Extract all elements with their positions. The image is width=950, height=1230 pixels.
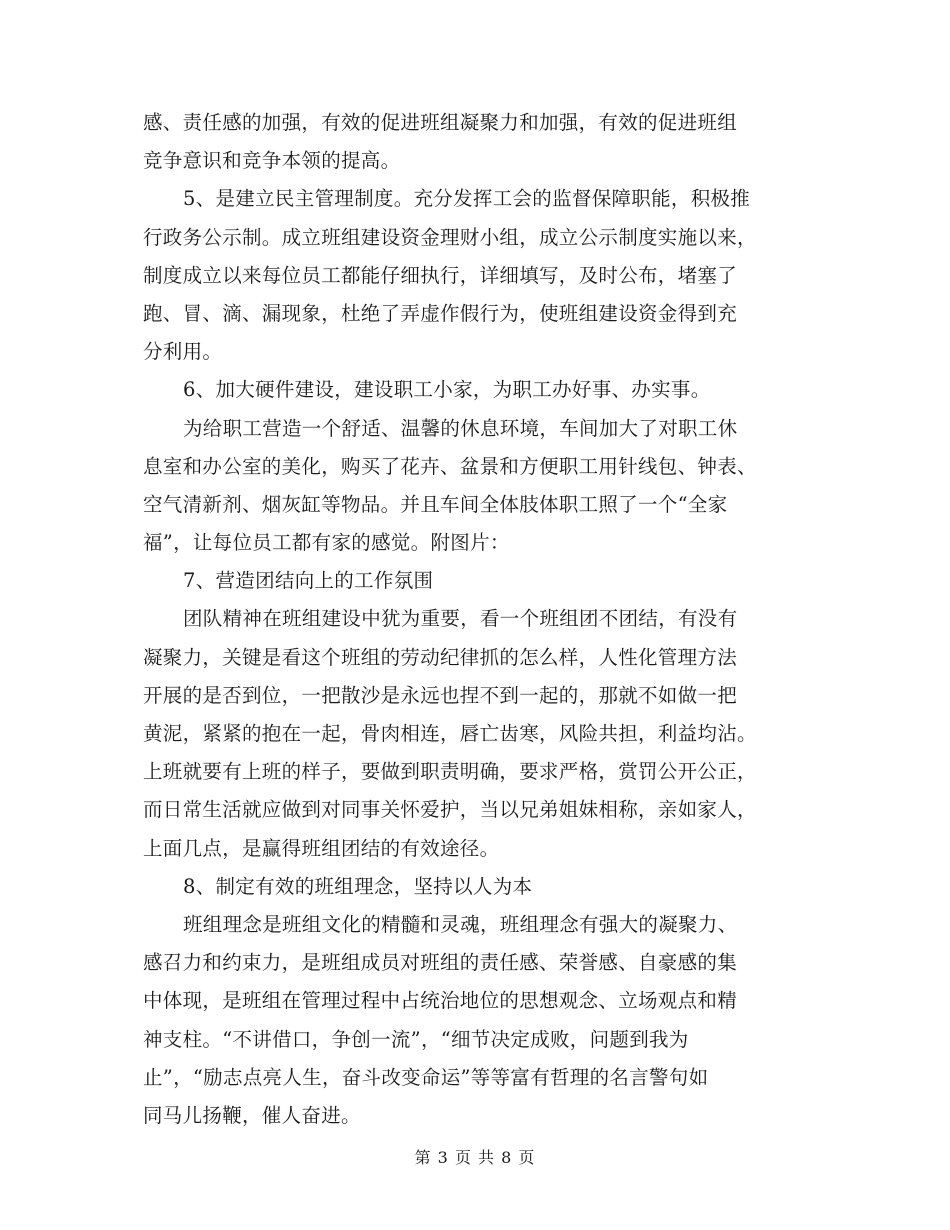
text-line: 行政务公示制。成立班组建设资金理财小组，成立公示制度实施以来，	[143, 225, 757, 249]
text-line: 感、责任感的加强，有效的促进班组凝聚力和加强，有效的促进班组	[143, 111, 738, 134]
text-line: 黄泥，紧紧的抱在一起，骨肉相连，唇亡齿寒，风险共担，利益均沾。	[143, 722, 757, 745]
text-line: 上面几点，是赢得班组团结的有效途径。	[143, 836, 500, 860]
text-line: 凝聚力，关键是看这个班组的劳动纪律抓的怎么样，人性化管理方法	[143, 645, 738, 669]
text-line: 为给职工营造一个舒适、温馨的休息环境，车间加大了对职工休	[183, 416, 738, 440]
text-line: 5、是建立民主管理制度。充分发挥工会的监督保障职能，积极推	[183, 187, 751, 211]
text-line: 止”，“励志点亮人生，奋斗改变命运”等等富有哲理的名言警句如	[143, 1065, 709, 1089]
text-line: 竞争意识和竞争本领的提高。	[143, 149, 401, 173]
text-line: 开展的是否到位，一把散沙是永远也捏不到一起的，那就不如做一把	[143, 683, 738, 707]
body-text	[143, 104, 808, 1135]
text-line: 福”，让每位员工都有家的感觉。附图片：	[143, 531, 510, 555]
page-footer: 第 3 页 共 8 页	[414, 1148, 536, 1167]
text-line: 6、加大硬件建设，建设职工小家，为职工办好事、办实事。	[183, 378, 711, 402]
text-line: 上班就要有上班的样子，要做到职责明确，要求严格，赏罚公开公正，	[143, 760, 757, 784]
text-line: 同马儿扬鞭，催人奋进。	[143, 1103, 361, 1127]
text-line: 制度成立以来每位员工都能仔细执行，详细填写，及时公布，堵塞了	[143, 263, 738, 287]
text-line: 中体现，是班组在管理过程中占统治地位的思想观念、立场观点和精	[143, 989, 738, 1013]
text-line: 班组理念是班组文化的精髓和灵魂，班组理念有强大的凝聚力、	[183, 912, 738, 936]
text-line: 而日常生活就应做到对同事关怀爱护，当以兄弟姐妹相称，亲如家人，	[143, 798, 757, 822]
text-line: 8、制定有效的班组理念，坚持以人为本	[183, 874, 533, 898]
text-line: 息室和办公室的美化，购买了花卉、盆景和方便职工用针线包、钟表、	[143, 454, 757, 478]
text-line: 感召力和约束力，是班组成员对班组的责任感、荣誉感、自豪感的集	[143, 951, 738, 975]
text-line: 7、营造团结向上的工作氛围	[183, 569, 434, 593]
text-line: 分利用。	[143, 340, 223, 364]
text-line: 神支柱。“不讲借口，争创一流”，“细节决定成败，问题到我为	[143, 1027, 689, 1051]
text-line: 团队精神在班组建设中犹为重要，看一个班组团不团结，有没有	[183, 607, 738, 631]
text-line: 跑、冒、滴、漏现象，杜绝了弄虚作假行为，使班组建设资金得到充	[143, 301, 738, 325]
text-line: 空气清新剂、烟灰缸等物品。并且车间全体肢体职工照了一个“全家	[143, 492, 728, 516]
